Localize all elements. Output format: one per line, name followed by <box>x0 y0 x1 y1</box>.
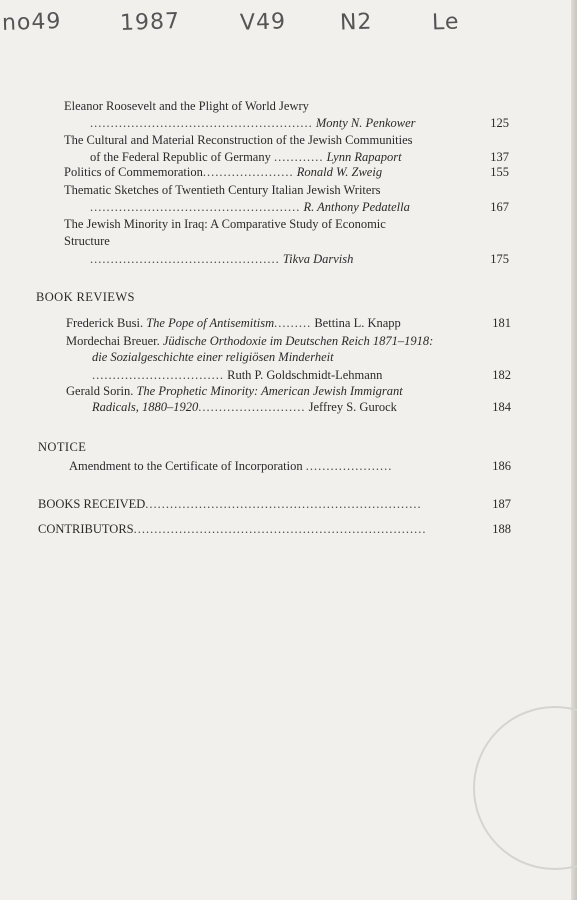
toc-entry <box>64 164 508 181</box>
contributors-line <box>38 521 510 537</box>
review-page: 182 <box>492 368 511 382</box>
entry-author: Lynn Rapaport <box>326 150 402 164</box>
entry-title: The Cultural and Material Reconstruction of the Jewish Communities <box>64 133 413 147</box>
review-book-author: Frederick Busi. <box>66 316 144 330</box>
toc-entry <box>64 216 508 268</box>
leader-dots: ...................... <box>202 165 294 179</box>
entry-author: Tikva Darvish <box>282 252 354 266</box>
toc-entry <box>64 98 508 132</box>
leader-dots: .......................... <box>198 400 306 414</box>
entry-author: R. Anthony Pedatella <box>303 200 410 214</box>
entry-title: Thematic Sketches of Twentieth Century Italian Jewish Writers <box>64 183 381 197</box>
review-reviewer: Ruth P. Goldschmidt-Lehmann <box>227 368 383 382</box>
review-book-title-cont: Radicals, 1880–1920 <box>92 400 199 414</box>
entry-page: 175 <box>490 252 509 266</box>
entry-title-cont: Structure <box>64 234 110 248</box>
entry-author: Monty N. Penkower <box>315 116 416 130</box>
contributors-entry <box>38 521 510 537</box>
review-reviewer: Bettina L. Knapp <box>314 316 401 330</box>
review-book-author: Gerald Sorin. <box>66 384 134 398</box>
books-received-entry <box>38 496 510 512</box>
leader-dots: ............ <box>273 150 324 164</box>
notice-page: 186 <box>492 459 511 473</box>
entry-page: 167 <box>490 200 509 214</box>
entry-author: Ronald W. Zweig <box>296 165 383 179</box>
leader-dots: .............................................. <box>90 252 280 266</box>
toc-entry <box>64 132 508 166</box>
entry-title: The Jewish Minority in Iraq: A Comparative Study of Economic <box>64 217 386 231</box>
handwritten-note-5: Le <box>431 9 460 36</box>
leader-dots: ....................................................................... <box>133 522 427 536</box>
review-reviewer: Jeffrey S. Gurock <box>308 400 397 414</box>
entry-author-line <box>64 251 508 268</box>
books-received-line <box>38 496 510 512</box>
review-entry <box>66 315 510 331</box>
notice-item: Amendment to the Certificate of Incorporation <box>69 459 303 473</box>
books-received-page: 187 <box>492 497 511 511</box>
section-heading-notice: NOTICE <box>38 440 87 454</box>
entry-page: 155 <box>490 165 509 179</box>
review-reviewer-line <box>66 367 510 383</box>
leader-dots: ................................................... <box>90 200 301 214</box>
review-entry <box>66 333 510 383</box>
review-line <box>66 383 510 399</box>
leader-dots: ................................................................... <box>145 497 422 511</box>
toc-entry <box>64 182 508 216</box>
handwritten-note-1: no49 <box>1 8 62 37</box>
review-page: 184 <box>492 400 511 414</box>
notice-entry <box>69 458 510 474</box>
entry-title-part: of the Federal Republic of Germany <box>90 150 271 164</box>
handwritten-note-3: V49 <box>239 9 287 36</box>
leader-dots: ..................... <box>305 459 393 473</box>
review-book-title: The Pope of Antisemitism <box>146 316 275 330</box>
review-line <box>66 315 510 331</box>
library-stamp <box>473 706 577 870</box>
review-page: 181 <box>492 316 511 330</box>
contributors-page: 188 <box>492 522 511 536</box>
entry-page: 137 <box>490 150 509 164</box>
entry-line <box>64 164 508 181</box>
handwritten-note-4: N2 <box>339 9 373 36</box>
leader-dots: ................................ <box>92 368 224 382</box>
entry-page: 125 <box>490 116 509 130</box>
leader-dots: ...................................................... <box>90 116 313 130</box>
review-book-title: Jüdische Orthodoxie im Deutschen Reich 1871–1918: <box>162 334 434 348</box>
entry-title: Eleanor Roosevelt and the Plight of World Jewry <box>64 99 309 113</box>
entry-author-line <box>64 199 508 216</box>
entry-author-line <box>64 115 508 132</box>
books-received-label: BOOKS RECEIVED <box>38 497 146 511</box>
review-line <box>66 333 510 349</box>
handwritten-note-2: 1987 <box>119 8 181 37</box>
review-book-title: The Prophetic Minority: American Jewish Immigrant <box>136 384 403 398</box>
review-entry <box>66 383 510 415</box>
notice-line <box>69 458 510 474</box>
leader-dots: ......... <box>274 316 312 330</box>
section-heading-book-reviews: BOOK REVIEWS <box>36 290 135 304</box>
review-reviewer-line <box>66 399 510 415</box>
review-book-author: Mordechai Breuer. <box>66 334 160 348</box>
entry-title: Politics of Commemoration <box>64 165 203 179</box>
review-book-title-cont: die Sozialgeschichte einer religiösen Minderheit <box>92 350 334 364</box>
contributors-label: CONTRIBUTORS <box>38 522 134 536</box>
